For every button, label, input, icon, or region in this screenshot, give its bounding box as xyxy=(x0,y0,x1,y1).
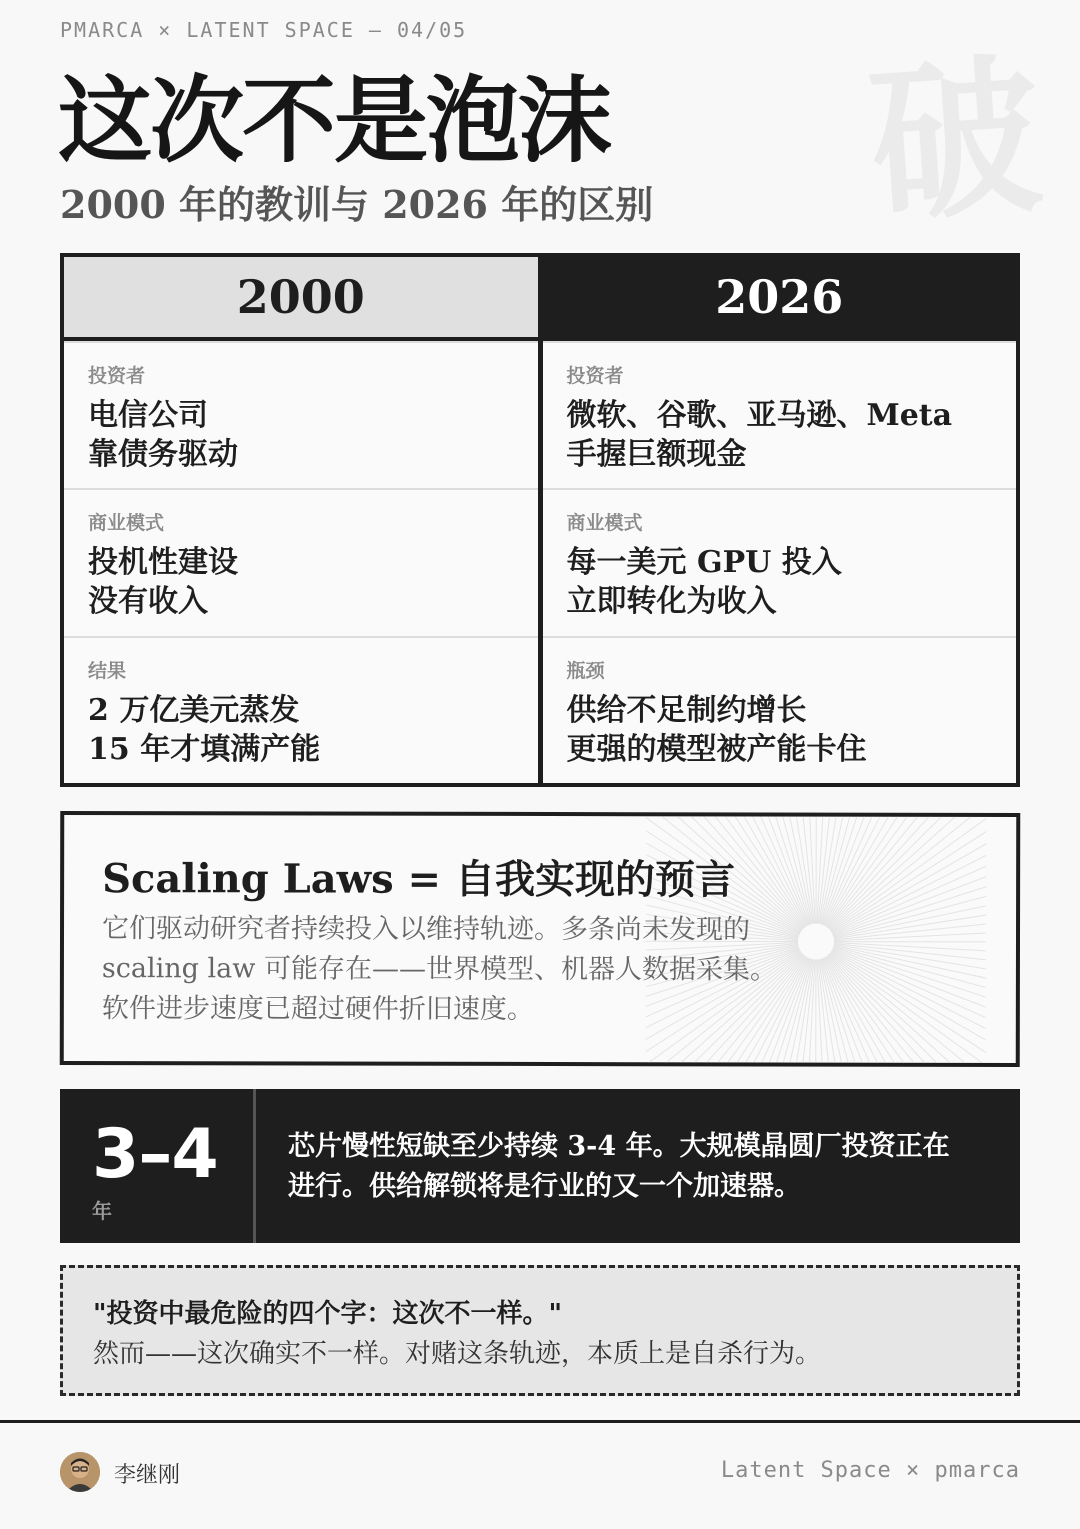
cell-line: 手握巨额现金 xyxy=(566,437,747,472)
column-2026 xyxy=(538,257,1017,783)
cell-line: 没有收入 xyxy=(88,584,208,620)
quote-headline: "投资中最危险的四个字：这次不一样。" xyxy=(93,1299,563,1329)
footer-credit: Latent Space × pmarca xyxy=(720,1458,1020,1483)
cell-line: 靠债务驱动 xyxy=(88,437,238,472)
column-header-2000: 2000 xyxy=(64,257,538,341)
cell-label: 结果 xyxy=(88,659,127,682)
header-kicker: PMARCA × LATENT SPACE — 04/05 xyxy=(60,18,468,42)
cell-line: 每一美元 GPU 投入 xyxy=(566,545,842,581)
cell-label: 商业模式 xyxy=(88,512,165,535)
cell-line: 微软、谷歌、亚马逊、Meta xyxy=(566,398,953,433)
author-name: 李继刚 xyxy=(114,1463,181,1488)
avatar-portrait-icon xyxy=(60,1452,100,1492)
column-header-2026: 2026 xyxy=(543,257,1017,341)
cell-bottleneck-2026 xyxy=(543,636,1017,783)
shortage-line: 进行。供给解锁将是行业的又一个加速器。 xyxy=(288,1171,801,1202)
comparison-table xyxy=(60,253,1020,787)
cell-line: 投机性建设 xyxy=(88,545,238,581)
quote-body: 然而——这次确实不一样。对赌这条轨迹，本质上是自杀行为。 xyxy=(93,1339,822,1369)
cell-label: 投资者 xyxy=(566,365,624,387)
scaling-laws-title: Scaling Laws = 自我实现的预言 xyxy=(102,855,736,904)
shortage-text xyxy=(256,1089,950,1243)
cell-business-model-2026 xyxy=(543,488,1017,635)
cell-line: 15 年才填满产能 xyxy=(88,731,321,767)
scaling-laws-card xyxy=(60,811,1021,1067)
scaling-laws-line: 软件进步速度已超过硬件折旧速度。 xyxy=(101,993,534,1025)
column-2000 xyxy=(64,257,538,783)
page-title: 这次不是泡沫 xyxy=(58,66,611,176)
cell-investors-2000 xyxy=(64,341,538,488)
scaling-laws-line: scaling law 可能存在——世界模型、机器人数据采集。 xyxy=(101,953,777,986)
cell-label: 商业模式 xyxy=(566,512,643,535)
cell-result-2000 xyxy=(64,636,538,783)
shortage-stat xyxy=(60,1089,256,1243)
footer-divider xyxy=(0,1420,1080,1423)
cell-line: 立即转化为收入 xyxy=(566,584,777,620)
scaling-laws-body xyxy=(102,909,777,1030)
cell-line: 供给不足制约增长 xyxy=(566,692,807,728)
watermark-glyph: 破 xyxy=(863,35,1047,247)
cell-business-model-2000 xyxy=(64,488,538,635)
stat-value: 3–4 xyxy=(92,1115,218,1194)
cell-investors-2026 xyxy=(543,341,1017,488)
cell-line: 更强的模型被产能卡住 xyxy=(566,731,867,767)
scaling-laws-line: 它们驱动研究者持续投入以维持轨迹。多条尚未发现的 xyxy=(101,913,751,946)
cell-line: 电信公司 xyxy=(88,398,208,433)
stat-unit: 年 xyxy=(92,1199,112,1223)
cell-label: 投资者 xyxy=(88,365,146,387)
quote-box xyxy=(60,1265,1020,1396)
avatar xyxy=(60,1452,100,1492)
shortage-band xyxy=(60,1089,1020,1243)
cell-label: 瓶颈 xyxy=(566,659,605,682)
cell-line: 2 万亿美元蒸发 xyxy=(88,692,300,728)
shortage-line: 芯片慢性短缺至少持续 3-4 年。大规模晶圆厂投资正在 xyxy=(288,1131,950,1162)
page-subtitle: 2000 年的教训与 2026 年的区别 xyxy=(60,182,654,227)
